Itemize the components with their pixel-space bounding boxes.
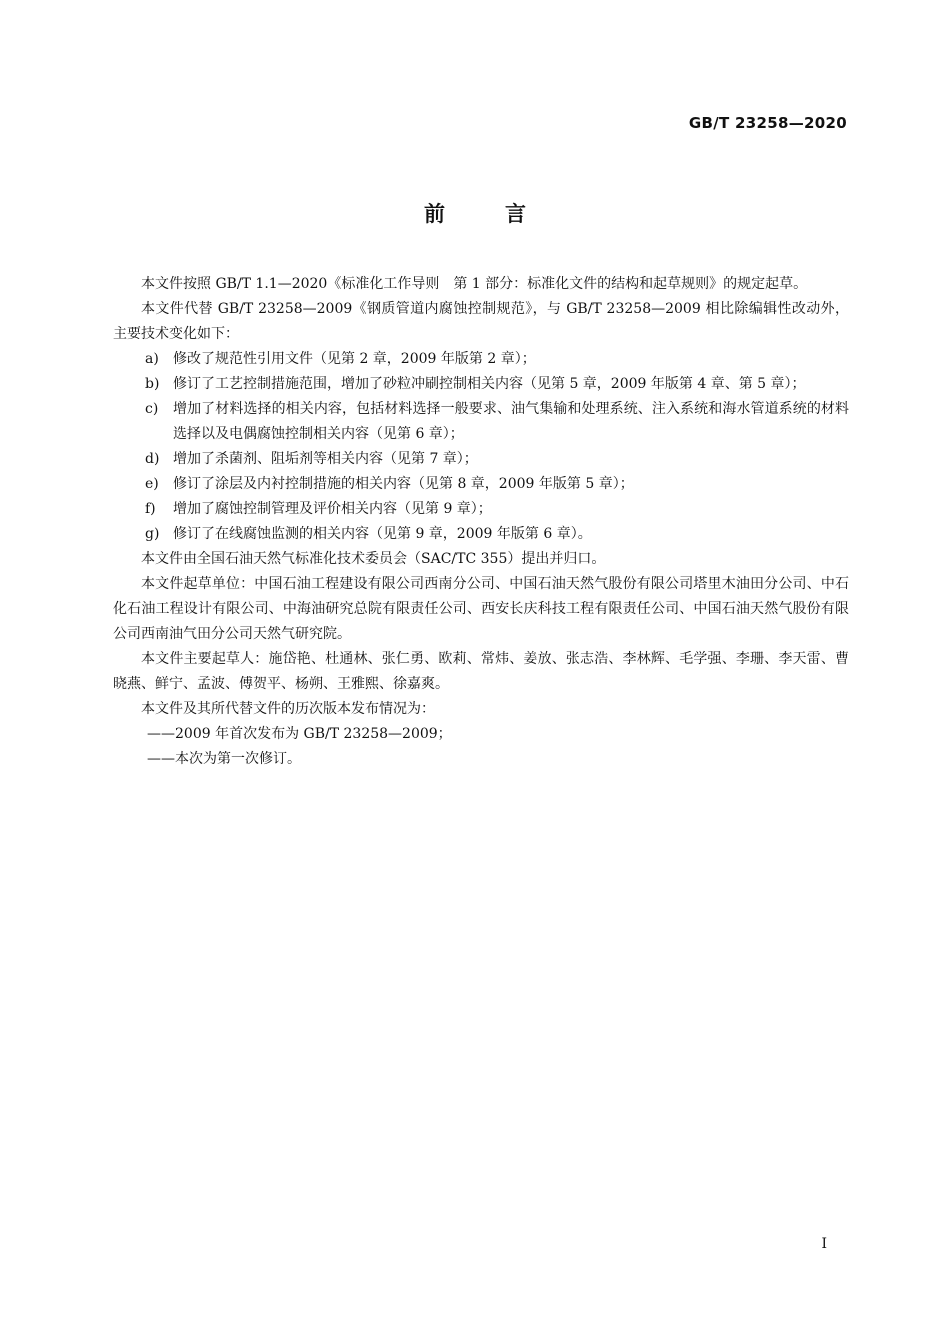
page-title: 前言 — [424, 202, 586, 226]
list-item-text: 修改了规范性引用文件（见第 2 章，2009 年版第 2 章）； — [173, 351, 536, 367]
list-item — [113, 497, 849, 522]
history-item: ——2009 年首次发布为 GB/T 23258—2009； — [147, 726, 452, 742]
list-item — [113, 522, 849, 547]
list-item — [113, 397, 849, 447]
standard-code: GB/T 23258—2020 — [688, 114, 847, 132]
history-item: ——本次为第一次修订。 — [147, 751, 301, 767]
list-item — [113, 447, 849, 472]
list-item-label: a) — [145, 351, 159, 367]
paragraph-drafting-units: 本文件起草单位：中国石油工程建设有限公司西南分公司、中国石油天然气股份有限公司塔里木油田分公司、中石化石油工程设计有限公司、中海油研究总院有限责任公司、西安长庆科技工程有限责任公司、中国石油天然气股份有限公司西南油气田分公司天然气研究院。 — [113, 576, 849, 642]
list-item-text: 增加了材料选择的相关内容，包括材料选择一般要求、油气集输和处理系统、注入系统和海水管道系统的材料选择以及电偶腐蚀控制相关内容（见第 6 章）； — [173, 401, 849, 442]
list-item-label: c) — [145, 401, 159, 417]
list-item — [113, 347, 849, 372]
list-item-text: 修订了工艺控制措施范围，增加了砂粒冲刷控制相关内容（见第 5 章，2009 年版第 4 章、第 5 章）； — [173, 376, 806, 392]
list-item-text: 修订了在线腐蚀监测的相关内容（见第 9 章，2009 年版第 6 章）。 — [173, 526, 592, 542]
list-item-text: 增加了杀菌剂、阻垢剂等相关内容（见第 7 章）； — [173, 451, 478, 467]
list-item-label: e) — [145, 476, 159, 492]
document-body — [113, 272, 849, 772]
list-item — [113, 372, 849, 397]
list-item-label: f) — [145, 501, 156, 517]
paragraph-replacement: 本文件代替 GB/T 23258—2009《钢质管道内腐蚀控制规范》，与 GB/T 23258—2009 相比除编辑性改动外，主要技术变化如下： — [113, 301, 849, 342]
paragraph-committee: 本文件由全国石油天然气标准化技术委员会（SAC/TC 355）提出并归口。 — [141, 551, 606, 567]
list-item-label: d) — [145, 451, 160, 467]
list-item-text: 增加了腐蚀控制管理及评价相关内容（见第 9 章）； — [173, 501, 492, 517]
paragraph-history-intro: 本文件及其所代替文件的历次版本发布情况为： — [141, 701, 435, 717]
paragraph-drafting-rule: 本文件按照 GB/T 1.1—2020《标准化工作导则 第 1 部分：标准化文件的结构和起草规则》的规定起草。 — [141, 276, 808, 292]
list-item-label: b) — [145, 376, 160, 392]
changes-list — [113, 347, 849, 547]
paragraph-drafters: 本文件主要起草人：施岱艳、杜通林、张仁勇、欧莉、常炜、姜放、张志浩、李林辉、毛学强、李珊、李天雷、曹晓燕、鲜宁、孟波、傅贺平、杨朔、王雅熙、徐嘉爽。 — [113, 651, 849, 692]
page-number: I — [821, 1236, 827, 1252]
list-item-text: 修订了涂层及内衬控制措施的相关内容（见第 8 章，2009 年版第 5 章）； — [173, 476, 634, 492]
list-item-label: g) — [145, 526, 160, 542]
list-item — [113, 472, 849, 497]
